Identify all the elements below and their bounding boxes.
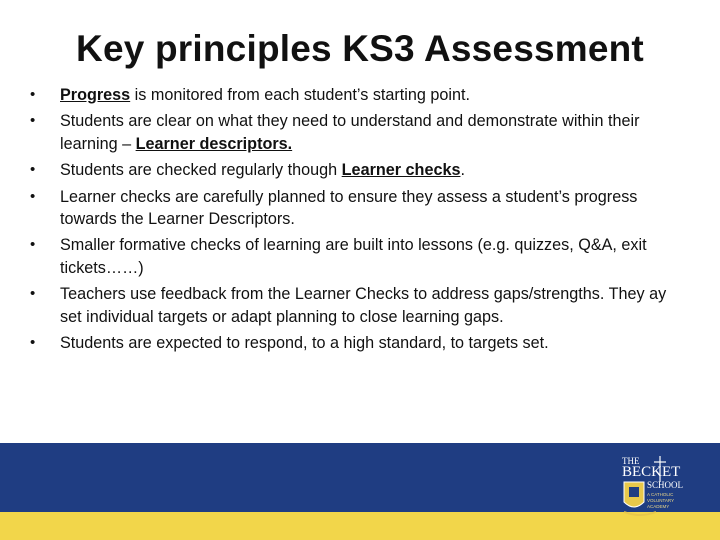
progress-term: Progress — [60, 86, 131, 104]
bullet-item — [30, 159, 690, 181]
shield-emblem — [629, 487, 639, 497]
bullet-text: Students are checked regularly though — [60, 161, 342, 180]
bullet-text: Students are expected to respond, to a high standard, to targets set. — [60, 334, 549, 353]
bullet-list — [30, 84, 690, 358]
bullet-text: Learner checks are carefully planned to ensure they assess a student’s progress towards the Learner Descriptors. — [60, 187, 638, 229]
bullet-text-tail: . — [460, 161, 465, 180]
logo-line-school: SCHOOL — [647, 480, 684, 490]
logo-line-the: THE — [622, 456, 640, 466]
bullet-item — [30, 110, 690, 155]
footer-stripe — [0, 512, 720, 540]
bullet-item — [30, 234, 690, 279]
bullet-text: Students are clear on what they need to understand and demonstrate within their learning – — [60, 112, 640, 153]
footer-band — [0, 443, 720, 512]
logo-line-academy: ACADEMY — [647, 504, 670, 509]
learner-descriptors-term: Learner descriptors. — [135, 134, 293, 153]
bullet-text: Teachers use feedback from the Learner Checks to address gaps/strengths. They ay set individual targets or adapt planning to close learning gaps. — [60, 285, 667, 326]
bullet-item — [30, 186, 690, 231]
bullet-text: Smaller formative checks of learning are built into lessons (e.g. quizzes, Q&A, exit tickets……) — [60, 236, 647, 277]
learner-checks-term: Learner checks — [341, 161, 461, 180]
bullet-item — [30, 84, 690, 106]
logo-line-becket: BECKET — [622, 464, 681, 480]
logo-ribbon — [624, 512, 656, 515]
bullet-text: is monitored from each student’s starting point. — [130, 86, 470, 104]
logo-line-voluntary: VOLUNTARY — [647, 498, 675, 503]
school-logo — [620, 452, 700, 524]
slide-title: Key principles KS3 Assessment — [76, 28, 644, 69]
bullet-item — [30, 332, 690, 354]
logo-line-catholic: A CATHOLIC — [647, 492, 674, 497]
bullet-item — [30, 283, 690, 328]
